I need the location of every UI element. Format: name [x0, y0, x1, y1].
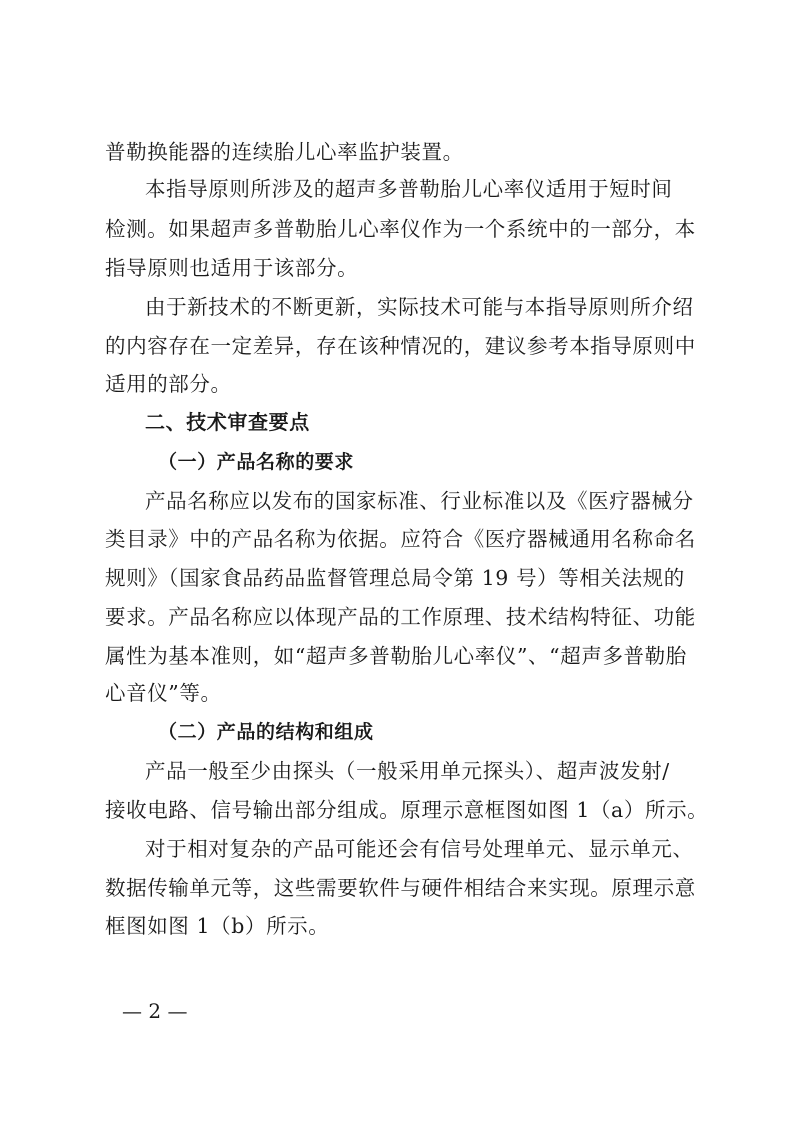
paragraph-line: 检测。如果超声多普勒胎儿心率仪作为一个系统中的一部分，本 [105, 217, 696, 241]
paragraph-line: 心音仪”等。 [105, 681, 222, 705]
paragraph-line: 本指导原则所涉及的超声多普勒胎儿心率仪适用于短时间 [145, 177, 673, 201]
paragraph-line: 类目录》中的产品名称为依据。应符合《医疗器械通用名称命名 [105, 527, 696, 551]
section-heading: 二、技术审查要点 [145, 410, 310, 434]
paragraph-line: 框图如图 1（b）所示。 [105, 914, 330, 938]
subsection-heading: （二）产品的结构和组成 [158, 721, 374, 743]
paragraph-line: 普勒换能器的连续胎儿心率监护装置。 [105, 140, 464, 164]
paragraph-line: 适用的部分。 [105, 372, 232, 396]
paragraph-line: 的内容存在一定差异，存在该种情况的，建议参考本指导原则中 [105, 334, 696, 358]
paragraph-line: 对于相对复杂的产品可能还会有信号处理单元、显示单元、 [145, 837, 694, 861]
paragraph-line: 由于新技术的不断更新，实际技术可能与本指导原则所介绍 [145, 295, 694, 319]
paragraph-line: 产品一般至少由探头（一般采用单元探头）、超声波发射/ [145, 759, 670, 783]
paragraph-line: 产品名称应以发布的国家标准、行业标准以及《医疗器械分 [145, 489, 694, 513]
paragraph-line: 接收电路、信号输出部分组成。原理示意框图如图 1（a）所示。 [105, 798, 709, 822]
paragraph-line: 规则》（国家食品药品监督管理总局令第 19 号）等相关法规的 [105, 566, 685, 590]
paragraph-line: 属性为基本准则，如“超声多普勒胎儿心率仪”、“超声多普勒胎 [105, 644, 687, 668]
page-number: — 2 — [122, 999, 188, 1023]
paragraph-line: 要求。产品名称应以体现产品的工作原理、技术结构特征、功能 [105, 605, 696, 629]
paragraph-line: 指导原则也适用于该部分。 [105, 256, 359, 280]
subsection-heading: （一）产品名称的要求 [158, 451, 355, 473]
paragraph-line: 数据传输单元等，这些需要软件与硬件相结合来实现。原理示意 [105, 876, 696, 900]
